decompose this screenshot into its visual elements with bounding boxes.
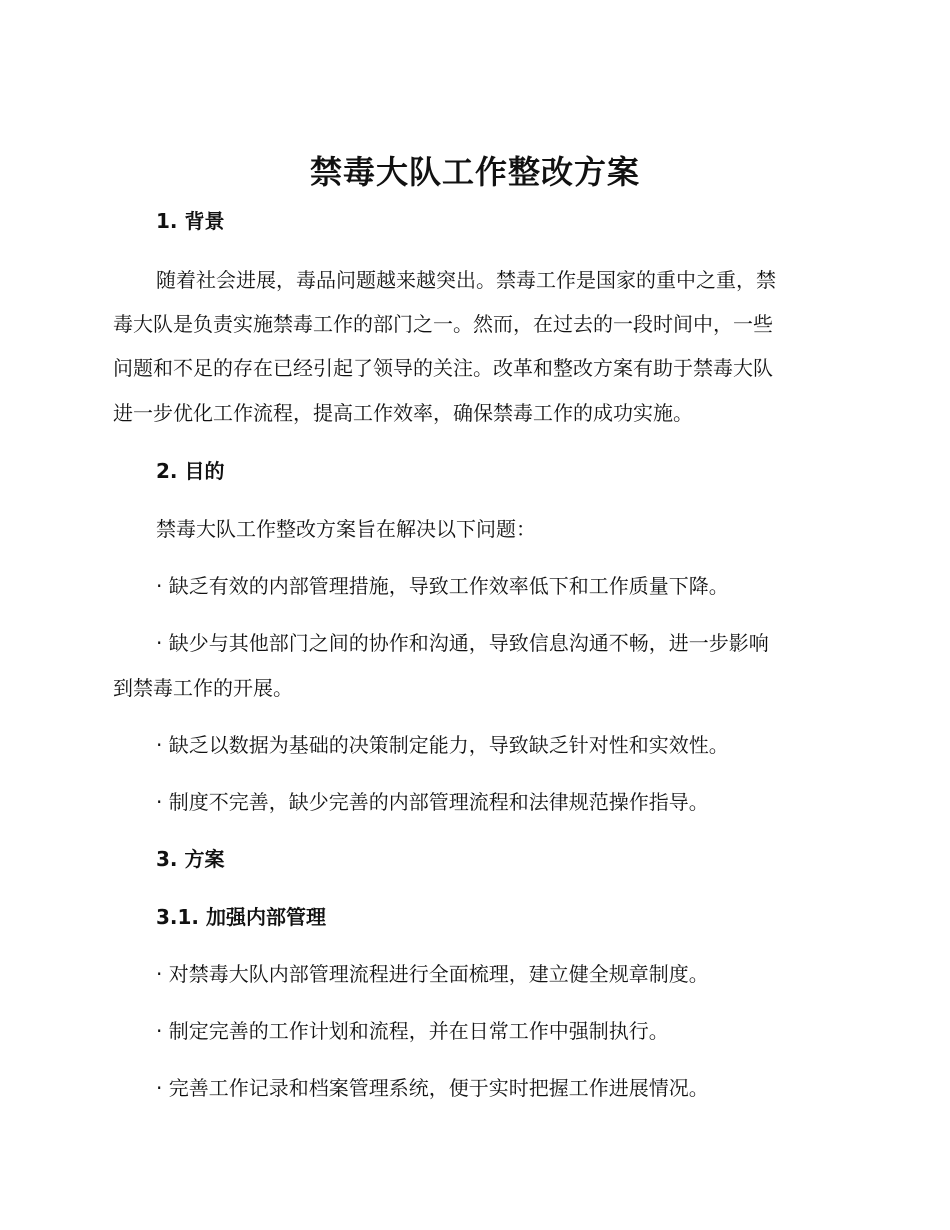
background-line: 毒大队是负责实施禁毒工作的部门之一。然而，在过去的一段时间中，一些 — [113, 312, 773, 336]
plan-item: · 完善工作记录和档案管理系统，便于实时把握工作进展情况。 — [156, 1076, 709, 1100]
plan-item: · 制定完善的工作计划和流程，并在日常工作中强制执行。 — [156, 1019, 669, 1043]
background-line: 问题和不足的存在已经引起了领导的关注。改革和整改方案有助于禁毒大队 — [113, 356, 773, 380]
section-heading-purpose: 2. 目的 — [156, 459, 225, 483]
purpose-item: · 缺乏有效的内部管理措施，导致工作效率低下和工作质量下降。 — [156, 574, 729, 598]
purpose-intro: 禁毒大队工作整改方案旨在解决以下问题： — [156, 517, 536, 541]
purpose-item-continuation: 到禁毒工作的开展。 — [113, 676, 293, 700]
section-heading-background: 1. 背景 — [156, 209, 225, 233]
background-line: 进一步优化工作流程，提高工作效率，确保禁毒工作的成功实施。 — [113, 401, 693, 425]
purpose-item: · 制度不完善，缺少完善的内部管理流程和法律规范操作指导。 — [156, 790, 709, 814]
page-title: 禁毒大队工作整改方案 — [309, 153, 640, 191]
section-heading-plan: 3. 方案 — [156, 847, 225, 871]
purpose-item: · 缺少与其他部门之间的协作和沟通，导致信息沟通不畅，进一步影响 — [156, 631, 769, 655]
subsection-heading-internal-management: 3.1. 加强内部管理 — [156, 905, 326, 929]
plan-item: · 对禁毒大队内部管理流程进行全面梳理，建立健全规章制度。 — [156, 962, 709, 986]
purpose-item: · 缺乏以数据为基础的决策制定能力，导致缺乏针对性和实效性。 — [156, 733, 729, 757]
background-line: 随着社会进展，毒品问题越来越突出。禁毒工作是国家的重中之重，禁 — [156, 268, 776, 292]
